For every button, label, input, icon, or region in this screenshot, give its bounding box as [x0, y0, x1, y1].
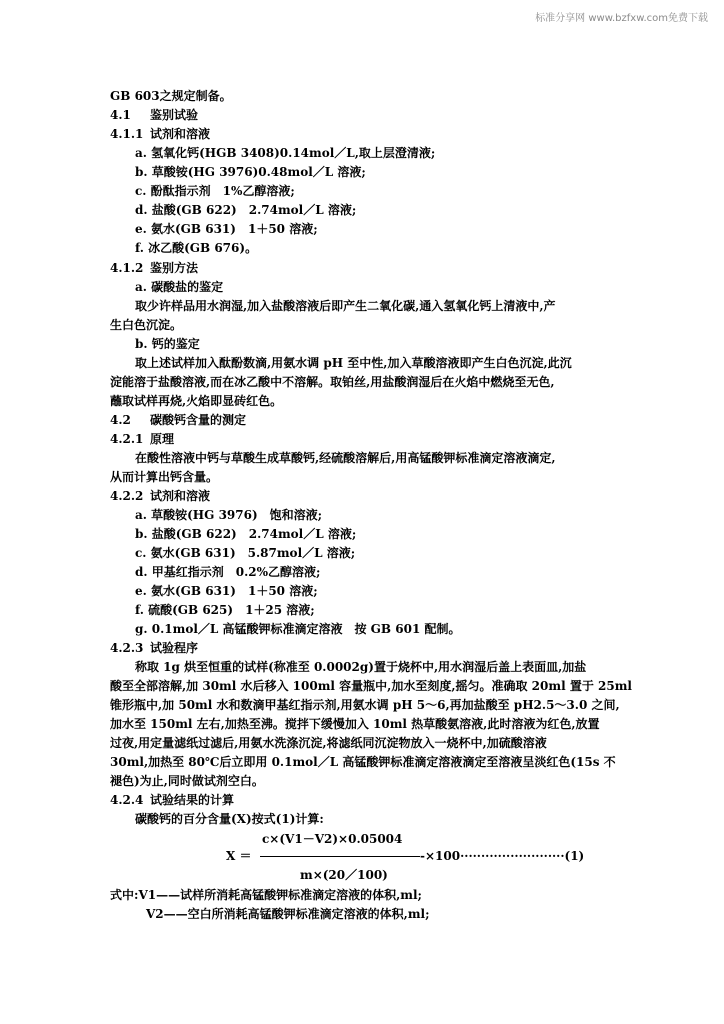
list-item: e. 氨水(GB 631) 1＋50 溶液;	[135, 222, 318, 236]
list-item: b. 盐酸(GB 622) 2.74mol／L 溶液;	[135, 527, 357, 541]
section-number: 4.2.1	[110, 432, 144, 446]
paragraph-line: 褪色)为止,同时做试剂空白。	[110, 774, 264, 788]
sub-heading: a. 碳酸盐的鉴定	[135, 280, 224, 294]
formula-lead: 碳酸钙的百分含量(X)按式(1)计算:	[135, 812, 324, 826]
paragraph-line: 取上述试样加入酞酚数滴,用氨水调 pH 至中性,加入草酸溶液即产生白色沉淀,此沉	[135, 356, 572, 370]
section-title: 鉴别试验	[150, 108, 199, 122]
sub-heading: b. 钙的鉴定	[135, 337, 200, 351]
formula-denominator: m×(20／100)	[300, 868, 388, 882]
list-item: f. 冰乙酸(GB 676)。	[135, 241, 258, 255]
section-title: 碳酸钙含量的测定	[150, 413, 247, 427]
paragraph-line: 酸至全部溶解,加 30ml 水后移入 100ml 容量瓶中,加水至刻度,摇匀。准确取 20ml 置于 25ml	[110, 679, 632, 693]
section-4-2-4-heading	[110, 792, 234, 808]
intro-line: GB 603之规定制备。	[110, 89, 232, 103]
paragraph-line: 淀能溶于盐酸溶液,而在冰乙酸中不溶解。取铂丝,用盐酸润湿后在火焰中燃烧至无色,	[110, 375, 555, 389]
paragraph-line: 在酸性溶液中钙与草酸生成草酸钙,经硫酸溶解后,用高锰酸钾标准滴定溶液滴定,	[135, 451, 556, 465]
section-4-2-3-heading	[110, 640, 198, 656]
section-title: 试剂和溶液	[150, 489, 211, 503]
section-4-1-2-heading	[110, 260, 198, 276]
section-4-2-2-heading	[110, 488, 210, 504]
fraction-bar	[260, 856, 420, 857]
list-item: a. 氢氧化钙(HGB 3408)0.14mol／L,取上层澄清液;	[135, 146, 436, 160]
paragraph-line: 生白色沉淀。	[110, 318, 183, 332]
section-4-1-1-heading	[110, 126, 210, 142]
paragraph-line: 加水至 150ml 左右,加热至沸。搅拌下缓慢加入 10ml 热草酸氨溶液,此时溶液为红色,放置	[110, 717, 600, 731]
where-v1: V1——试样所消耗高锰酸钾标准滴定溶液的体积,ml;	[138, 888, 422, 902]
list-item: c. 酚酞指示剂 1%乙醇溶液;	[135, 184, 295, 198]
paragraph-line: 过夜,用定量滤纸过滤后,用氨水洗涤沉淀,将滤纸同沉淀物放入一烧杯中,加硫酸溶液	[110, 736, 547, 750]
where-line-v1	[110, 887, 422, 903]
section-title: 试剂和溶液	[150, 127, 211, 141]
section-number: 4.2	[110, 413, 131, 427]
list-item: c. 氨水(GB 631) 5.87mol／L 溶液;	[135, 546, 356, 560]
section-title: 原理	[150, 432, 175, 446]
list-item: d. 甲基红指示剂 0.2%乙醇溶液;	[135, 565, 321, 579]
section-number: 4.2.4	[110, 793, 144, 807]
section-title: 试验程序	[150, 641, 199, 655]
site-watermark: 标准分享网 www.bzfxw.com免费下载	[535, 13, 708, 24]
section-title: 鉴别方法	[150, 261, 199, 275]
paragraph-line: 称取 1g 烘至恒重的试样(称准至 0.0002g)置于烧杯中,用水润湿后盖上表面皿,加盐	[135, 660, 587, 674]
list-item: f. 硫酸(GB 625) 1＋25 溶液;	[135, 603, 315, 617]
formula-tail: -×100·························(1)	[420, 849, 585, 863]
list-item: g. 0.1mol／L 高锰酸钾标准滴定溶液 按 GB 601 配制。	[135, 622, 461, 636]
paragraph-line: 30ml,加热至 80℃后立即用 0.1mol／L 高锰酸钾标准滴定溶液滴定至溶液呈淡红色(15s 不	[110, 755, 616, 769]
paragraph-line: 从而计算出钙含量。	[110, 470, 219, 484]
section-4-2-heading	[110, 412, 246, 428]
section-number: 4.1.1	[110, 127, 144, 141]
paragraph-line: 取少许样品用水润湿,加入盐酸溶液后即产生二氧化碳,通入氢氧化钙上清液中,产	[135, 299, 556, 313]
section-number: 4.1.2	[110, 261, 144, 275]
section-number: 4.1	[110, 108, 131, 122]
where-label: 式中:	[110, 888, 139, 902]
list-item: a. 草酸铵(HG 3976) 饱和溶液;	[135, 508, 323, 522]
list-item: e. 氨水(GB 631) 1＋50 溶液;	[135, 584, 318, 598]
section-title: 试验结果的计算	[150, 793, 235, 807]
paragraph-line: 锥形瓶中,加 50ml 水和数滴甲基红指示剂,用氨水调 pH 5～6,再加盐酸至 pH2.5～3.0 之间,	[110, 698, 620, 712]
section-4-2-1-heading	[110, 431, 174, 447]
where-line-v2: V2——空白所消耗高锰酸钾标准滴定溶液的体积,ml;	[146, 907, 430, 921]
list-item: d. 盐酸(GB 622) 2.74mol／L 溶液;	[135, 203, 357, 217]
formula-lhs: X ＝	[226, 849, 252, 863]
section-number: 4.2.3	[110, 641, 144, 655]
section-number: 4.2.2	[110, 489, 144, 503]
paragraph-line: 蘸取试样再烧,火焰即显砖红色。	[110, 394, 283, 408]
section-4-1-heading	[110, 107, 198, 123]
formula-numerator: c×(V1－V2)×0.05004	[262, 832, 403, 846]
list-item: b. 草酸铵(HG 3976)0.48mol／L 溶液;	[135, 165, 366, 179]
